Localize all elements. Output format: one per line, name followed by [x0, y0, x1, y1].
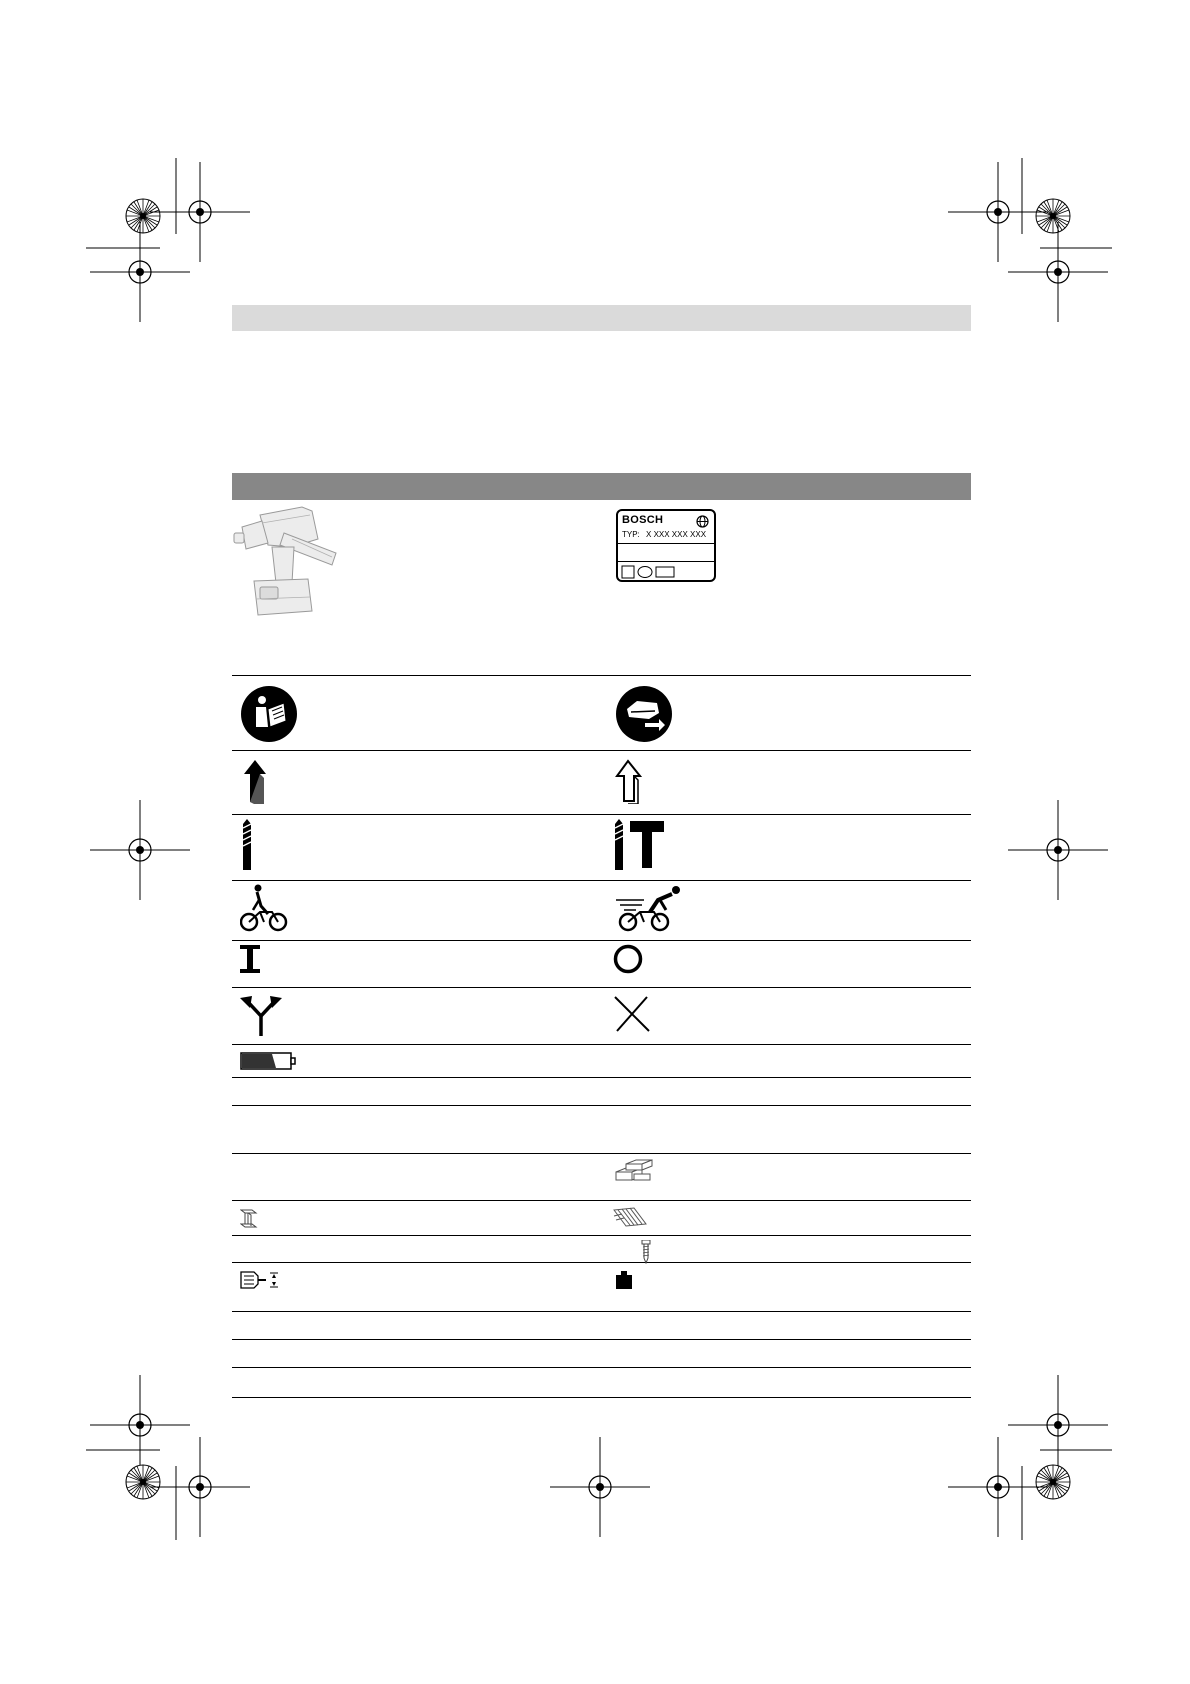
table-rule	[232, 1367, 971, 1368]
nameplate-brand: BOSCH	[622, 514, 664, 526]
cordless-drill-illustration	[232, 503, 342, 623]
drill-hammer-icon	[612, 818, 666, 872]
wood-icon	[612, 1206, 648, 1230]
nameplate-shapes	[621, 565, 681, 579]
cross-icon	[613, 995, 651, 1033]
header-band-dark	[232, 473, 971, 500]
table-rule	[232, 1235, 971, 1236]
table-rule	[232, 1311, 971, 1312]
table-rule	[232, 1339, 971, 1340]
table-rule	[232, 1105, 971, 1106]
table-rule	[232, 940, 971, 941]
table-rule	[232, 1044, 971, 1045]
nameplate	[616, 509, 716, 582]
weight-icon	[615, 1270, 633, 1290]
table-rule	[232, 814, 971, 815]
brick-icon	[612, 1158, 654, 1182]
nameplate-type-label: TYP:	[622, 530, 640, 539]
on-switch-icon	[240, 945, 260, 973]
nameplate-type-line	[622, 530, 706, 539]
table-rule	[232, 880, 971, 881]
header-band-light	[232, 305, 971, 331]
read-manual-icon	[240, 685, 298, 743]
chuck-clamping-range-icon	[240, 1270, 280, 1290]
battery-insert-icon	[615, 685, 673, 743]
table-rule	[232, 1077, 971, 1078]
direction-arrows-icon	[238, 992, 284, 1038]
outline-arrow-up-icon	[614, 758, 644, 804]
table-rule	[232, 750, 971, 751]
off-switch-icon	[613, 944, 643, 974]
table-rule	[232, 675, 971, 676]
fast-cyclist-icon	[614, 884, 682, 932]
table-rule	[232, 1200, 971, 1201]
filled-arrow-up-icon	[242, 758, 268, 804]
screw-icon	[640, 1240, 652, 1264]
globe-icon	[696, 515, 709, 528]
table-rule	[232, 1397, 971, 1398]
slow-cyclist-icon	[240, 884, 288, 932]
table-rule	[232, 1262, 971, 1263]
battery-level-icon	[240, 1052, 296, 1070]
table-rule	[232, 1153, 971, 1154]
table-rule	[232, 987, 971, 988]
drill-bit-icon	[240, 818, 254, 872]
steel-beam-icon	[240, 1208, 258, 1230]
nameplate-type-value: X XXX XXX XXX	[646, 530, 707, 539]
